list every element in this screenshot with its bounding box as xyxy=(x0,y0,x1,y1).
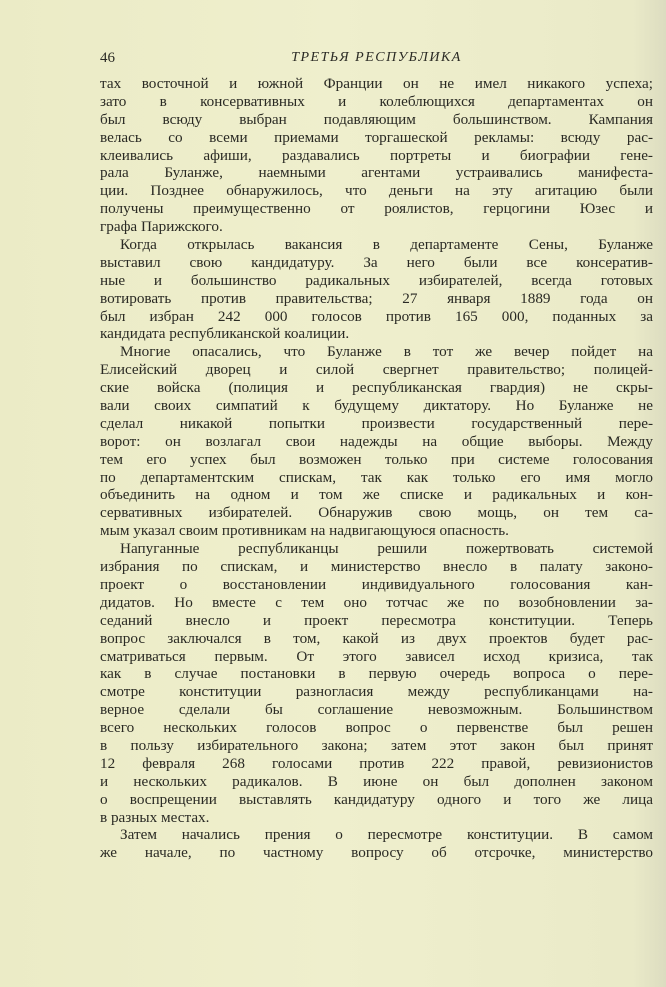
text-line: велась со всеми приемами торгашеской рекламы: всюду рас- xyxy=(100,128,653,146)
text-line: в разных местах. xyxy=(100,808,210,826)
text-line: Елисейский дворец и силой свергнет правительство; полицей- xyxy=(100,361,653,379)
text-line: был избран 242 000 голосов против 165 000, поданных за xyxy=(100,307,653,325)
text-line: тах восточной и южной Франции он не имел никакого успеха; xyxy=(100,75,653,92)
text-line: клеивались афиши, раздавались портреты и биографии гене- xyxy=(100,146,653,164)
text-line: избрания по спискам, и министерство внесло в палату законо- xyxy=(100,558,653,576)
text-line: Когда открылась вакансия в департаменте Сены, Буланже xyxy=(120,236,653,254)
text-line: Затем начались прения о пересмотре конституции. В самом xyxy=(120,826,653,844)
text-line: вали своих симпатий к будущему диктатору. Но Буланже не xyxy=(100,397,653,415)
text-line: и нескольких радикалов. В июне он был дополнен законом xyxy=(100,772,653,790)
text-line: получены преимущественно от роялистов, герцогини Юзес и xyxy=(100,200,653,218)
text-line: вотировать против правительства; 27 января 1889 года он xyxy=(100,289,653,307)
text-line: всего нескольких голосов вопрос о первенстве был решен xyxy=(100,719,653,737)
text-line: 12 февраля 268 голосами против 222 правой, ревизионистов xyxy=(100,754,653,772)
text-line: как в случае постановки в первую очередь вопроса о пере- xyxy=(100,665,653,683)
text-line: вопрос заключался в том, какой из двух проектов будет рас- xyxy=(100,629,653,647)
text-line: смотре конституции разногласия между республиканцами на- xyxy=(100,683,653,701)
text-line: дидатов. Но вместе с тем оно тотчас же по возобновлении за- xyxy=(100,593,653,611)
text-line: сматриваться первым. От этого зависел исход кризиса, так xyxy=(100,647,653,665)
text-line: по департаментским спискам, так как только его имя могло xyxy=(100,468,653,486)
text-line: ции. Позднее обнаружилось, что деньги на эту агитацию были xyxy=(100,182,653,200)
page-number: 46 xyxy=(100,50,115,66)
text-line: кандидата республиканской коалиции. xyxy=(100,325,350,343)
text-line: в пользу избирательного закона; затем этот закон был принят xyxy=(100,736,653,754)
running-head: ТРЕТЬЯ РЕСПУБЛИКА xyxy=(291,50,462,65)
text-line: Напуганные республиканцы решили пожертвовать системой xyxy=(120,540,653,558)
text-line: тем его успех был возможен только при системе голосования xyxy=(100,450,653,468)
text-line: верное сделали бы соглашение невозможным. Большинством xyxy=(100,701,653,719)
text-line: сервативных избирателей. Обнаружив свою мощь, он тем са- xyxy=(100,504,653,522)
text-line: о воспрещении выставлять кандидатуру одного и того же лица xyxy=(100,790,653,808)
page-body-text xyxy=(100,75,653,862)
text-line: сделал никакой попытки произвести государственный пере- xyxy=(100,414,653,432)
text-line: Многие опасались, что Буланже в тот же вечер пойдет на xyxy=(120,343,653,361)
text-line: был всюду выбран подавляющим большинством. Кампания xyxy=(100,110,653,128)
text-line: ские войска (полиция и республиканская гвардия) не скры- xyxy=(100,379,653,397)
text-line: выставил свою кандидатуру. За него были все консератив- xyxy=(100,253,653,271)
text-line: проект о восстановлении индивидуального голосования кан- xyxy=(100,575,653,593)
text-line: же начале, по частному вопросу об отсрочке, министерство xyxy=(100,844,653,862)
text-line: седаний внесло и проект пересмотра конституции. Теперь xyxy=(100,611,653,629)
text-line: зато в консервативных и колеблющихся департаментах он xyxy=(100,92,653,110)
text-line: ворот: он возлагал свои надежды на общие выборы. Между xyxy=(100,432,653,450)
text-line: объединить на одном и том же списке и радикальных и кон- xyxy=(100,486,653,504)
text-line: графа Парижского. xyxy=(100,218,223,236)
text-line: ные и большинство радикальных избирателей, всегда готовых xyxy=(100,271,653,289)
text-line: мым указал своим противникам на надвигающуюся опасность. xyxy=(100,522,509,540)
text-line: рала Буланже, наемными агентами устраивались манифеста- xyxy=(100,164,653,182)
